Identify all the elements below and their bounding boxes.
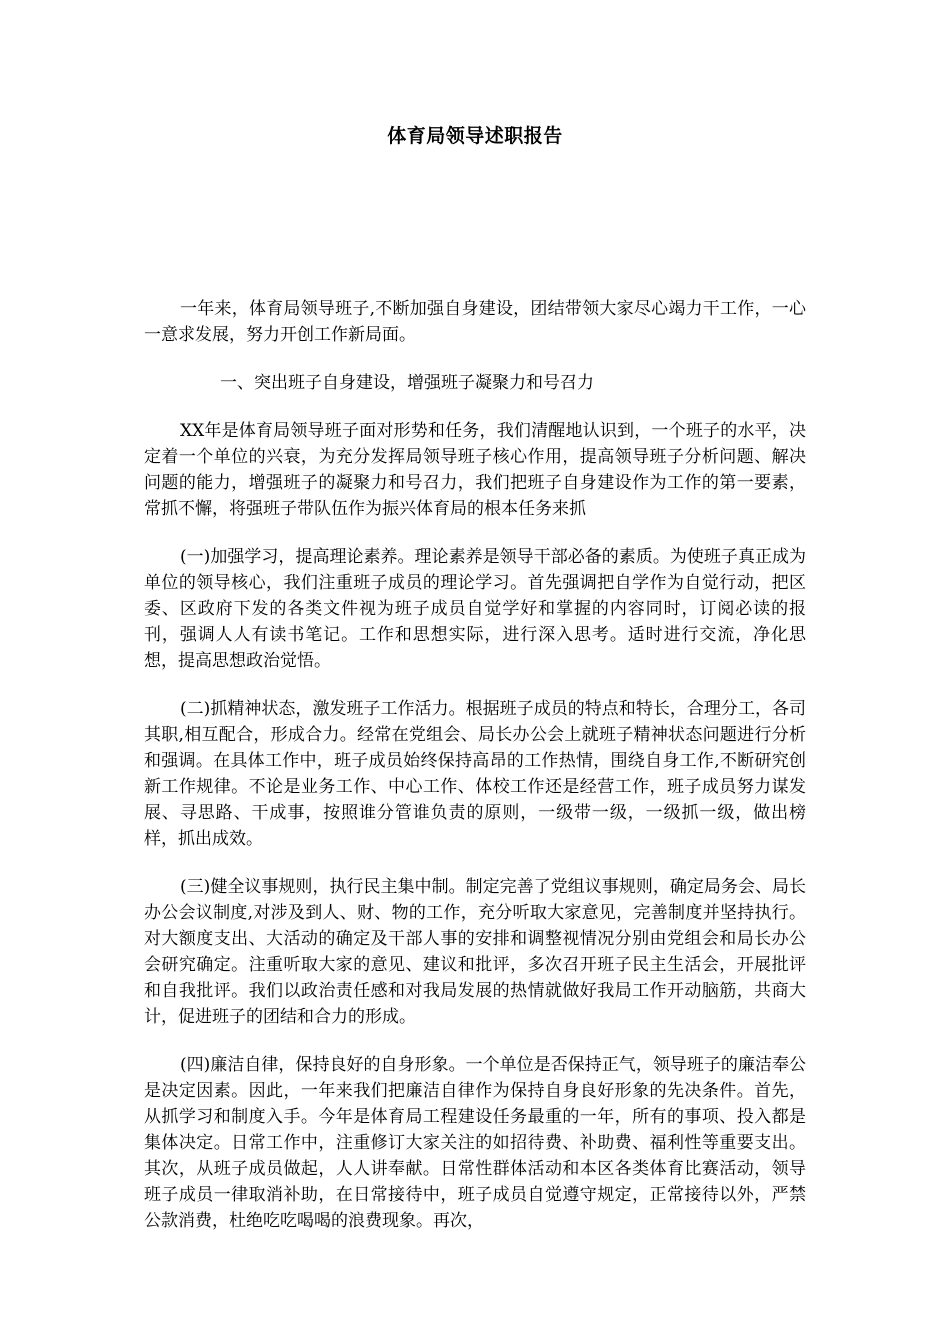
intro-paragraph: 一年来，体育局领导班子,不断加强自身建设，团结带领大家尽心竭力干工作，一心一意求发展，努力开创工作新局面。 — [144, 299, 806, 345]
body-paragraph: (四)廉洁自律，保持良好的自身形象。一个单位是否保持正气，领导班子的廉洁奉公是决定因素。因此，一年来我们把廉洁自律作为保持自身良好形象的先决条件。首先，从抓学习和制度入手。今年是体育局工程建设任务最重的一年，所有的事项、投入都是集体决定。日常工作中，注重修订大家关注的如招待费、补助费、福利性等重要支出。其次，从班子成员做起，人人讲奉献。日常性群体活动和本区各类体育比赛活动，领导班子成员一律取消补助，在日常接待中，班子成员自觉遵守规定，正常接待以外，严禁公款消费，杜绝吃吃喝喝的浪费现象。再次， — [144, 1055, 806, 1231]
body-paragraph: (二)抓精神状态，激发班子工作活力。根据班子成员的特点和特长，合理分工，各司其职,相互配合，形成合力。经常在党组会、局长办公会上就班子精神状态问题进行分析和强调。在具体工作中，班子成员始终保持高昂的工作热情，围绕自身工作,不断研究创新工作规律。不论是业务工作、中心工作、体校工作还是经营工作，班子成员努力谋发展、寻思路、干成事，按照谁分管谁负责的原则，一级带一级，一级抓一级，做出榜样，抓出成效。 — [144, 699, 806, 849]
body-paragraph: XX年是体育局领导班子面对形势和任务，我们清醒地认识到，一个班子的水平，决定着一个单位的兴衰，为充分发挥局领导班子核心作用，提高领导班子分析问题、解决问题的能力，增强班子的凝聚力和号召力，我们把班子自身建设作为工作的第一要素，常抓不懈，将强班子带队伍作为振兴体育局的根本任务来抓 — [144, 421, 806, 519]
body-paragraph: (一)加强学习，提高理论素养。理论素养是领导干部必备的素质。为使班子真正成为单位的领导核心，我们注重班子成员的理论学习。首先强调把自学作为自觉行动，把区委、区政府下发的各类文件视为班子成员自觉学好和掌握的内容同时，订阅必读的报刊，强调人人有读书笔记。工作和思想实际，进行深入思考。适时进行交流，净化思想，提高思想政治觉悟。 — [144, 547, 806, 671]
document-body — [144, 296, 806, 1256]
body-paragraph: (三)健全议事规则，执行民主集中制。制定完善了党组议事规则，确定局务会、局长办公会议制度,对涉及到人、财、物的工作，充分听取大家意见，完善制度并坚持执行。对大额度支出、大活动的确定及干部人事的安排和调整视情况分别由党组会和局长办公会研究确定。注重听取大家的意见、建议和批评，多次召开班子民主生活会，开展批评和自我批评。我们以政治责任感和对我局发展的热情就做好我局工作开动脑筋，共商大计，促进班子的团结和合力的形成。 — [144, 877, 806, 1027]
section-heading: 一、突出班子自身建设，增强班子凝聚力和号召力 — [220, 373, 594, 393]
document-title: 体育局领导述职报告 — [387, 125, 563, 147]
